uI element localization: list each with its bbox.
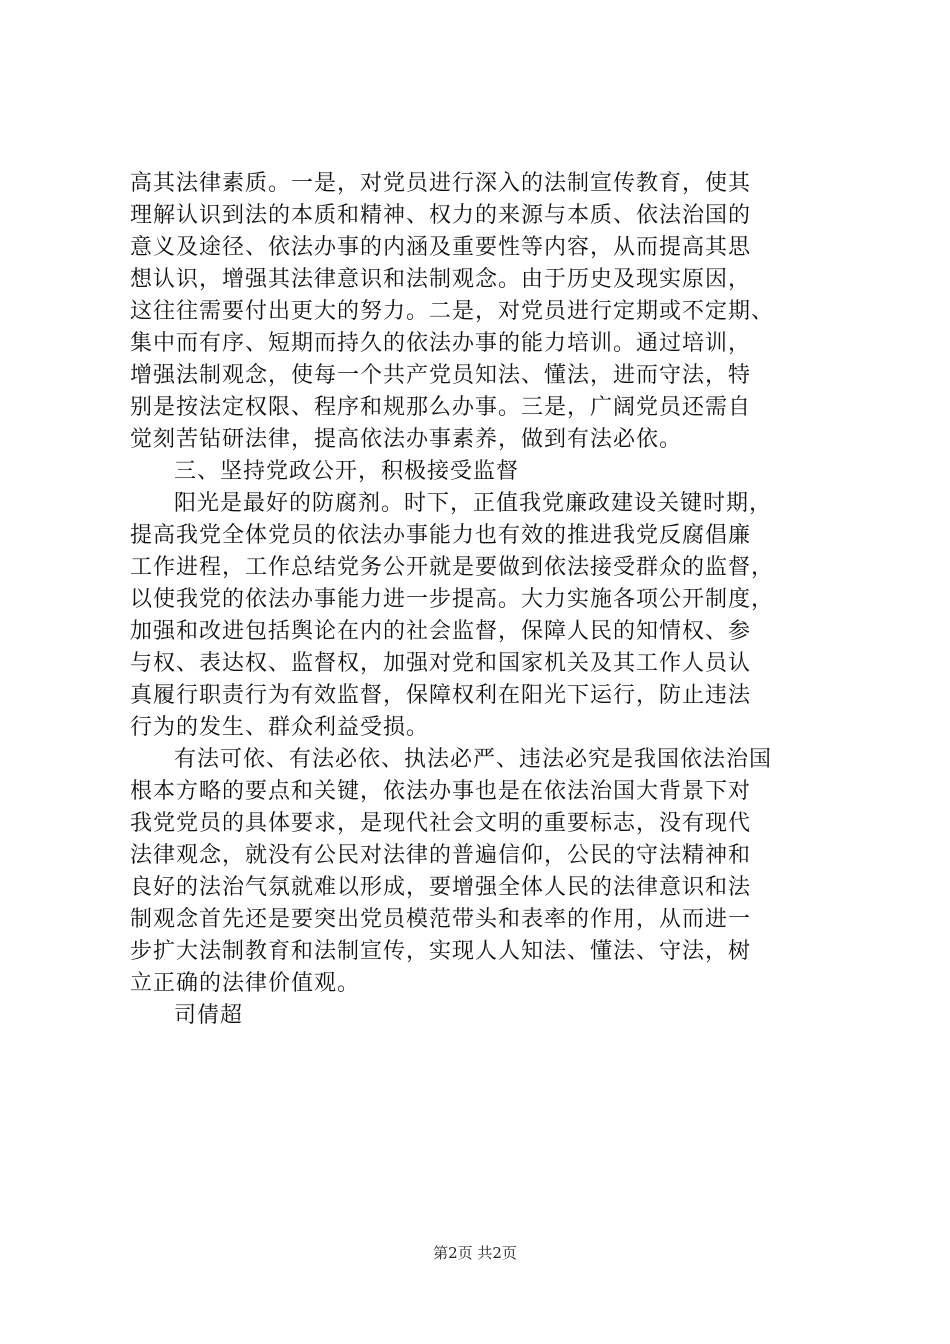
body-line: 制观念首先还是要突出党员模范带头和表率的作用，从而进一 bbox=[130, 907, 752, 932]
body-line: 理解认识到法的本质和精神、权力的来源与本质、依法治国的 bbox=[130, 203, 752, 228]
body-line: 觉刻苦钻研法律，提高依法办事素养，做到有法必依。 bbox=[130, 427, 683, 452]
body-line: 别是按法定权限、程序和规那么办事。三是，广阔党员还需自 bbox=[130, 395, 752, 420]
body-line: 真履行职责行为有效监督，保障权利在阳光下运行，防止违法 bbox=[130, 683, 752, 708]
body-line: 根本方略的要点和关键，依法办事也是在依法治国大背景下对 bbox=[130, 779, 752, 804]
body-line: 与权、表达权、监督权，加强对党和国家机关及其工作人员认 bbox=[130, 651, 752, 676]
body-line: 我党党员的具体要求，是现代社会文明的重要标志，没有现代 bbox=[130, 811, 752, 836]
author-signature: 司倩超 bbox=[174, 1003, 244, 1028]
body-line: 良好的法治气氛就难以形成，要增强全体人民的法律意识和法 bbox=[130, 875, 752, 900]
body-line: 意义及途径、依法办事的内涵及重要性等内容，从而提高其思 bbox=[130, 235, 752, 260]
body-line: 以使我党的依法办事能力进一步提高。大力实施各项公开制度， bbox=[130, 587, 775, 612]
body-line: 工作进程，工作总结党务公开就是要做到依法接受群众的监督， bbox=[130, 555, 775, 580]
body-line: 步扩大法制教育和法制宣传，实现人人知法、懂法、守法，树 bbox=[130, 939, 752, 964]
body-line: 立正确的法律价值观。 bbox=[130, 971, 361, 996]
section-heading: 三、坚持党政公开，积极接受监督 bbox=[174, 459, 520, 484]
body-line: 加强和改进包括舆论在内的社会监督，保障人民的知情权、参 bbox=[130, 619, 752, 644]
body-line: 想认识，增强其法律意识和法制观念。由于历史及现实原因， bbox=[130, 267, 752, 292]
document-body bbox=[130, 168, 830, 1032]
body-line: 提高我党全体党员的依法办事能力也有效的推进我党反腐倡廉 bbox=[130, 523, 752, 548]
body-line: 行为的发生、群众利益受损。 bbox=[130, 715, 430, 740]
paragraph-start: 阳光是最好的防腐剂。时下，正值我党廉政建设关键时期， bbox=[174, 491, 773, 516]
body-line: 增强法制观念，使每一个共产党员知法、懂法，进而守法，特 bbox=[130, 363, 752, 388]
body-line: 集中而有序、短期而持久的依法办事的能力培训。通过培训， bbox=[130, 331, 752, 356]
body-line: 法律观念，就没有公民对法律的普遍信仰，公民的守法精神和 bbox=[130, 843, 752, 868]
body-line: 这往往需要付出更大的努力。二是，对党员进行定期或不定期、 bbox=[130, 299, 775, 324]
body-line: 高其法律素质。一是，对党员进行深入的法制宣传教育，使其 bbox=[130, 171, 752, 196]
page-footer: 第2页 共2页 bbox=[433, 1244, 517, 1262]
paragraph-start: 有法可依、有法必依、执法必严、违法必究是我国依法治国 bbox=[174, 747, 773, 772]
